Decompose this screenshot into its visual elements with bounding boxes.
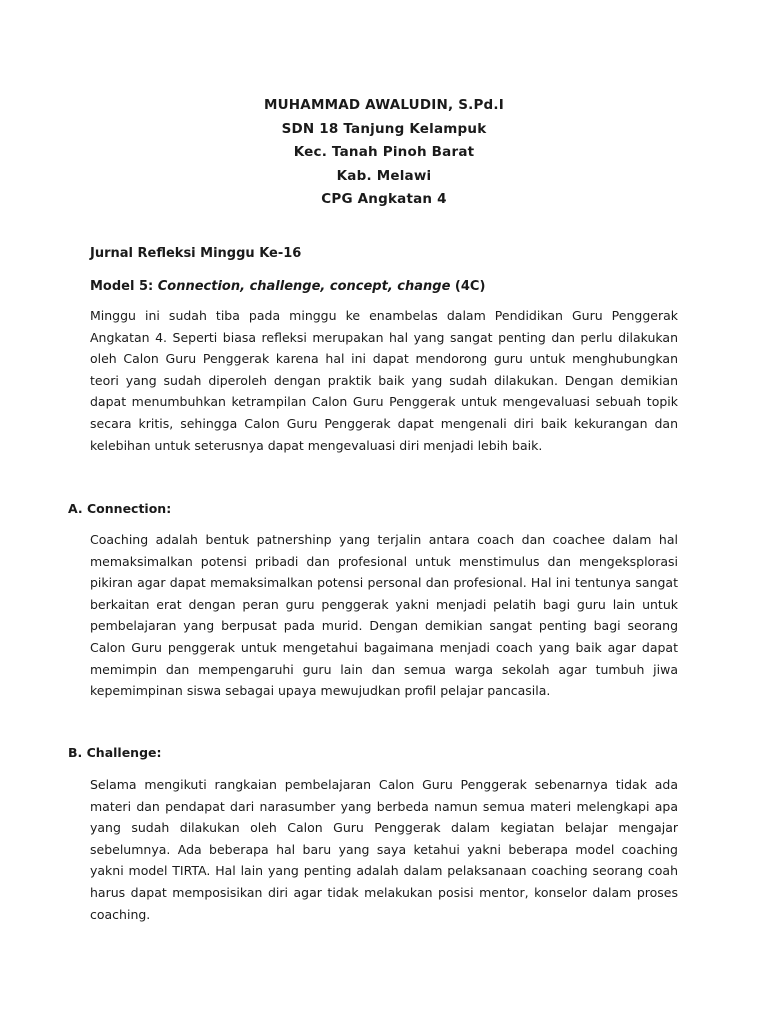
- section-body-challenge: Selama mengikuti rangkaian pembelajaran Calon Guru Penggerak sebenarnya tidak ada materi dan pendapat dari narasumber yang berbeda namun semua materi melengkapi apa yang sudah dilakukan oleh Calon Guru Penggerak dalam kegiatan belajar mengajar sebelumnya. Ada beberapa hal baru yang saya ketahui yakni beberapa model coaching yakni model TIRTA. Hal lain yang penting adalah dalam pelaksanaan coaching seorang coah harus dapat memposisikan diri agar tidak melakukan posisi mentor, konselor dalam proses coaching.: [90, 777, 678, 922]
- cohort-name: CPG Angkatan 4: [321, 191, 447, 207]
- model-name: Connection, challenge, concept, change: [157, 279, 451, 294]
- journal-title: Jurnal Refleksi Minggu Ke-16: [90, 246, 302, 261]
- model-suffix: (4C): [450, 279, 486, 294]
- section-body-connection: Coaching adalah bentuk patnershinp yang terjalin antara coach dan coachee dalam hal memaksimalkan potensi pribadi dan profesional untuk menstimulus dan mengeksplorasi pikiran agar dapat memaksimalkan potensi personal dan profesional. Hal ini tentunya sangat berkaitan erat dengan peran guru penggerak yakni menjadi pelatih bagi guru lain untuk pembelajaran yang berpusat pada murid. Dengan demikian sangat penting bagi seorang Calon Guru penggerak untuk mengetahui bagaimana menjadi coach yang baik agar dapat memimpin dan mempengaruhi guru lain dan semua warga sekolah agar tumbuh jiwa kepemimpinan siswa sebagai upaya mewujudkan profil pelajar pancasila.: [90, 532, 678, 699]
- model-prefix: Model 5:: [90, 279, 158, 294]
- intro-paragraph: Minggu ini sudah tiba pada minggu ke enambelas dalam Pendidikan Guru Penggerak Angkatan 4. Seperti biasa refleksi merupakan hal yang sangat penting dan perlu dilakukan oleh Calon Guru Penggerak karena hal ini dapat mendorong guru untuk menghubungkan teori yang sudah diperoleh dengan praktik baik yang sudah dilakukan. Dengan demikian dapat menumbuhkan ketrampilan Calon Guru Penggerak untuk mengevaluasi sebuah topik secara kritis, sehingga Calon Guru Penggerak dapat mengenali diri baik kekurangan dan kelebihan untuk seterusnya dapat mengevaluasi diri menjadi lebih baik.: [90, 308, 678, 453]
- district-name: Kec. Tanah Pinoh Barat: [293, 144, 475, 160]
- section-heading-connection: A. Connection:: [68, 501, 172, 516]
- model-line: [90, 279, 485, 294]
- author-name: MUHAMMAD AWALUDIN, S.Pd.I: [264, 97, 504, 113]
- regency-name: Kab. Melawi: [336, 167, 432, 184]
- school-name: SDN 18 Tanjung Kelampuk: [281, 120, 487, 137]
- section-heading-challenge: B. Challenge:: [68, 745, 162, 760]
- author-header: [0, 94, 768, 212]
